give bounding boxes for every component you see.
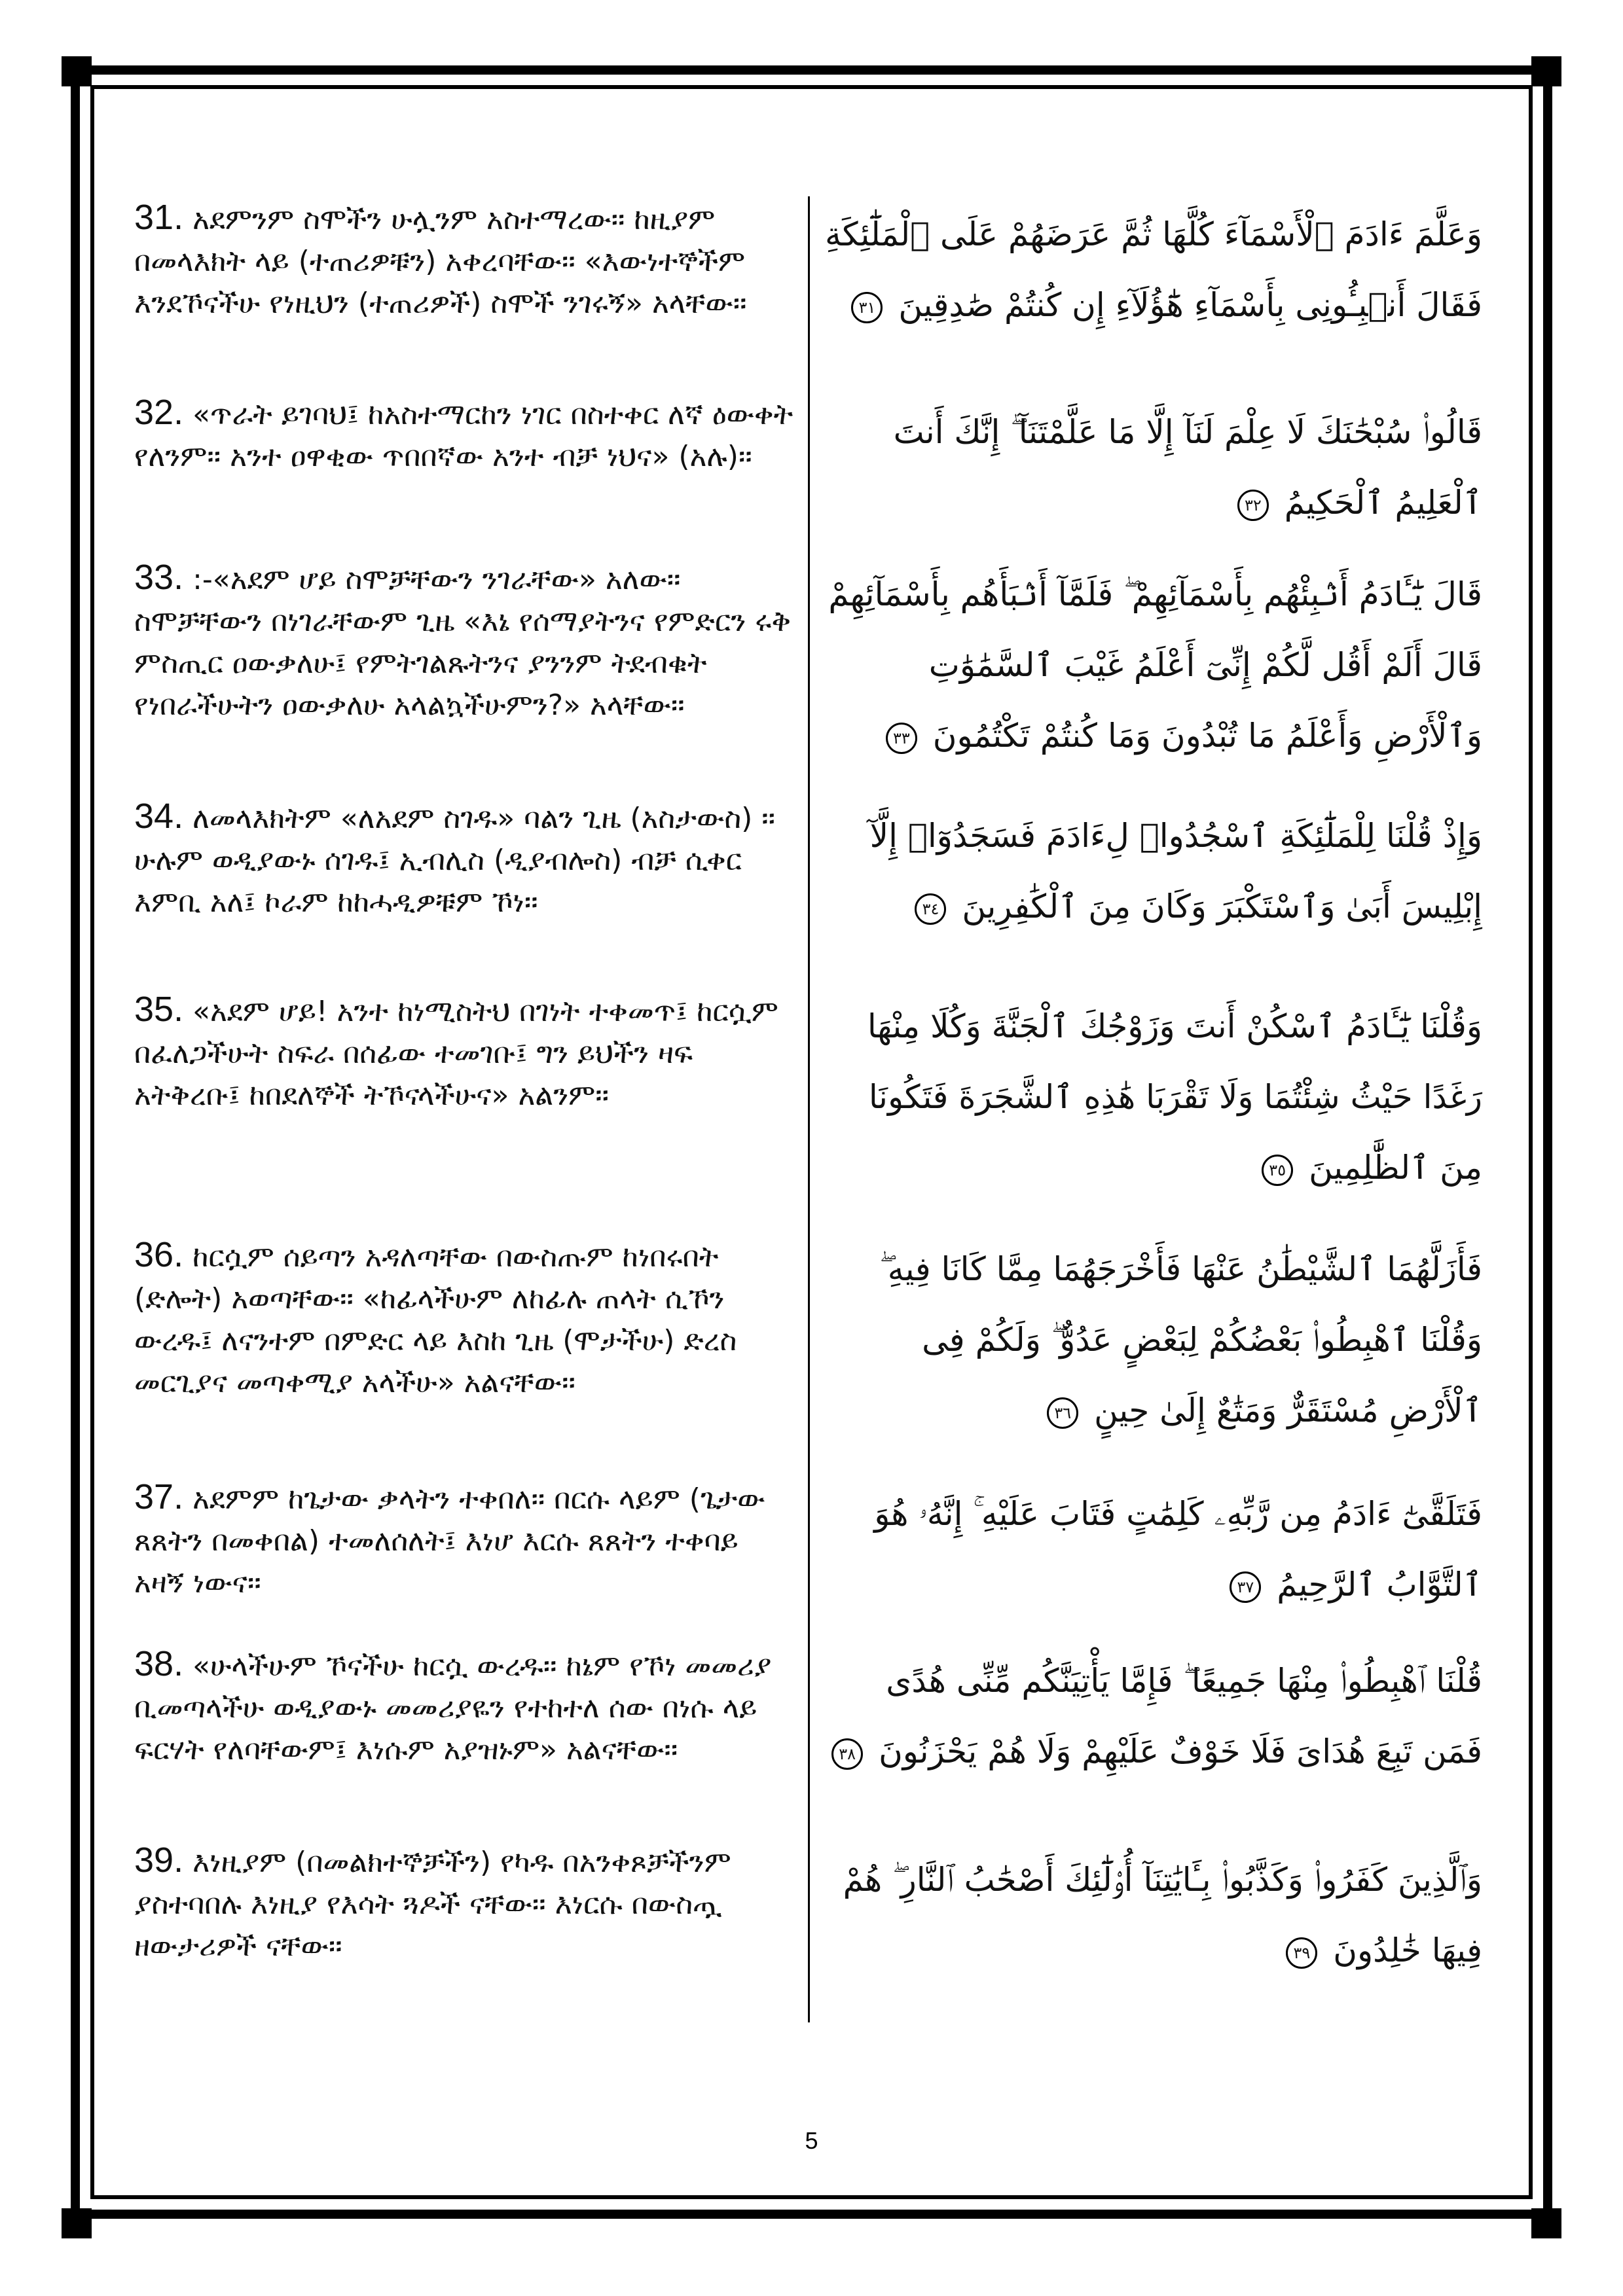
arabic-verse: فَأَزَلَّهُمَا ٱلشَّيْطَٰنُ عَنْهَا فَأَخْرَجَهُمَا مِمَّا كَانَا فِيهِ ۖ وَقُلْنَا ٱهْبِطُوا۟ بَعْضُكُمْ لِبَعْضٍ عَدُوٌّ ۖ وَلَكُمْ فِى ٱلْأَرْضِ مُسْتَقَرٌّ وَمَتَٰعٌ إِلَىٰ حِينٍ ٣٦ xyxy=(879,1250,1482,1429)
verse-number: 37. xyxy=(134,1477,184,1516)
verse-number: 38. xyxy=(134,1644,184,1683)
ayah-number-mark: ٣٨ xyxy=(831,1738,863,1770)
ayah-number-mark: ٣٢ xyxy=(1237,490,1269,521)
ayah-number-mark: ٣٦ xyxy=(1047,1397,1078,1429)
border-corner-bottom-right xyxy=(1531,2208,1561,2238)
arabic-verse: فَتَلَقَّىٰٓ ءَادَمُ مِن رَّبِّهِۦ كَلِمَٰتٍ فَتَابَ عَلَيْهِ ۚ إِنَّهُۥ هُوَ ٱلتَّوَّابُ ٱلرَّحِيمُ ٣٧ xyxy=(874,1495,1482,1604)
amharic-translation: 37. አደምም ከጌታው ቃላትን ተቀበለ፡፡ በርሱ ላይም (ጌታው ጸጸትን በመቀበል) ተመለሰለት፤ እነሆ እርሱ ጸጸትን ተቀባይ አዛኝ ነውና፡፡ xyxy=(134,1477,765,1600)
amharic-translation: 31. አደምንም ስሞችን ሁሏንም አስተማረው፡፡ ከዚያም በመላእክት ላይ (ተጠሪዎቹን) አቀረባቸው፡፡ «እውነተኞችም እንደኾናችሁ የነዚህን (ተጠሪዎች) ስሞች ንገሩኝ» አላቸው፡፡ xyxy=(134,198,747,320)
arabic-verse: وَقُلْنَا يَٰٓـَٔادَمُ ٱسْكُنْ أَنتَ وَزَوْجُكَ ٱلْجَنَّةَ وَكُلَا مِنْهَا رَغَدًا حَيْثُ شِئْتُمَا وَلَا تَقْرَبَا هَٰذِهِ ٱلشَّجَرَةَ فَتَكُونَا مِنَ ٱلظَّٰلِمِينَ ٣٥ xyxy=(867,1007,1482,1187)
ayah-number-mark: ٣٩ xyxy=(1286,1937,1317,1969)
arabic-verse: وَإِذْ قُلْنَا لِلْمَلَٰٓئِكَةِ ٱسْجُدُوا۟ لِءَادَمَ فَسَجَدُوٓا۟ إِلَّآ إِبْلِيسَ أَبَىٰ وَٱسْتَكْبَرَ وَكَانَ مِنَ ٱلْكَٰفِرِينَ ٣٤ xyxy=(869,817,1482,925)
ayah-number-mark: ٣٣ xyxy=(886,723,917,754)
arabic-verse: قَالَ يَٰٓـَٔادَمُ أَنۢبِئْهُم بِأَسْمَآئِهِمْ ۖ فَلَمَّآ أَنۢبَأَهُم بِأَسْمَآئِهِمْ قَالَ أَلَمْ أَقُل لَّكُمْ إِنِّىٓ أَعْلَمُ غَيْبَ ٱلسَّمَٰوَٰتِ وَٱلْأَرْضِ وَأَعْلَمُ مَا تُبْدُونَ وَمَا كُنتُمْ تَكْتُمُونَ ٣٣ xyxy=(828,575,1482,755)
amharic-translation: 35. «አደም ሆይ! አንተ ከነሚስትህ በገነት ተቀመጥ፤ ከርሷም በፈለጋችሁት ስፍራ በሰፊው ተመገቡ፤ ግን ይህችን ዛፍ አትቅረቡ፤ ከበደለኞች ትኾናላችሁና» አልንም፡፡ xyxy=(134,990,778,1112)
amharic-translation: 39. እነዚያም (በመልክተኞቻችን) የካዱ በአንቀጾቻችንም ያስተባበሉ እነዚያ የእሳት ጓዶች ናቸው፡፡ እነርሱ በውስጧ ዘውታሪዎች ናቸው፡፡ xyxy=(134,1840,731,1963)
ayah-number-mark: ٣١ xyxy=(851,292,883,323)
ayah-number-mark: ٣٤ xyxy=(915,893,946,925)
amharic-translation: 38. «ሁላችሁም ኾናችሁ ከርሷ ውረዱ፡፡ ከኔም የኾነ መመሪያ ቢመጣላችሁ ወዲያውኑ መመሪያዬን የተከተለ ሰው በነሱ ላይ ፍርሃት የለባቸውም፤ እነሱም አያዝኑም» አልናቸው፡፡ xyxy=(134,1644,772,1767)
border-corner-bottom-left xyxy=(62,2208,92,2238)
page-number: 5 xyxy=(805,2127,818,2154)
arabic-verse: قُلْنَا ٱهْبِطُوا۟ مِنْهَا جَمِيعًا ۖ فَإِمَّا يَأْتِيَنَّكُم مِّنِّى هُدًى فَمَن تَبِعَ هُدَاىَ فَلَا خَوْفٌ عَلَيْهِمْ وَلَا هُمْ يَحْزَنُونَ ٣٨ xyxy=(821,1645,1482,1787)
arabic-verse: وَعَلَّمَ ءَادَمَ ٱلْأَسْمَآءَ كُلَّهَا ثُمَّ عَرَضَهُمْ عَلَى ٱلْمَلَٰٓئِكَةِ فَقَالَ أَنۢبِـُٔونِى بِأَسْمَآءِ هَٰٓؤُلَآءِ إِن كُنتُمْ صَٰدِقِينَ ٣١ xyxy=(824,215,1482,324)
column-divider xyxy=(808,196,810,2022)
amharic-translation: 32. «ጥራት ይገባህ፤ ከአስተማርከን ነገር በስተቀር ለኛ ዕውቀት የለንም፡፡ አንተ ዐዋቂው ጥበበኛው አንተ ብቻ ነህና» (አሉ)፡፡ xyxy=(134,393,793,473)
amharic-translation: 34. ለመላእክትም «ለአደም ስገዱ» ባልን ጊዜ (አስታውስ) ፡፡ ሁሉም ወዲያውኑ ሰገዱ፤ ኢብሊስ (ዲያብሎስ) ብቻ ሲቀር እምቢ አለ፤ ኮራም ከከሓዲዎቹም ኾነ፡፡ xyxy=(134,797,776,919)
ayah-number-mark: ٣٥ xyxy=(1262,1155,1293,1186)
amharic-translation: 33. :-«አደም ሆይ ስሞቻቸውን ንገራቸው» አለው፡፡ ስሞቻቸውን በነገራቸውም ጊዜ «እኔ የሰማያትንና የምድርን ሩቅ ምስጢር ዐውቃለሁ፤ የምትገልጹትንና ያንንም ትደብቁት የነበራችሁትን ዐውቃለሁ አላልኳችሁምን?» አላቸው፡፡ xyxy=(134,558,791,722)
verse-number: 34. xyxy=(134,797,184,836)
arabic-verse: قَالُوا۟ سُبْحَٰنَكَ لَا عِلْمَ لَنَآ إِلَّا مَا عَلَّمْتَنَآ ۖ إِنَّكَ أَنتَ ٱلْعَلِيمُ ٱلْحَكِيمُ ٣٢ xyxy=(893,413,1482,522)
border-corner-top-right xyxy=(1531,56,1561,86)
verse-number: 31. xyxy=(134,198,184,237)
verse-number: 39. xyxy=(134,1840,184,1880)
verse-number: 32. xyxy=(134,393,184,432)
border-corner-top-left xyxy=(62,56,92,86)
amharic-translation: 36. ከርሷም ሰይጣን አዳለጣቸው በውስጡም ከነበሩበት (ድሎት) አወጣቸው፡፡ «ከፊላችሁም ለከፊሉ ጠላት ሲኾን ውረዱ፤ ለናንተም በምድር ላይ እስከ ጊዜ (ሞታችሁ) ድረስ መርጊያና መጣቀሚያ አላችሁ» አልናቸው፡፡ xyxy=(134,1235,737,1399)
verse-number: 35. xyxy=(134,990,184,1029)
verse-number: 36. xyxy=(134,1235,184,1274)
arabic-verse: وَٱلَّذِينَ كَفَرُوا۟ وَكَذَّبُوا۟ بِـَٔايَٰتِنَآ أُو۟لَٰٓئِكَ أَصْحَٰبُ ٱلنَّارِ ۖ هُمْ فِيهَا خَٰلِدُونَ ٣٩ xyxy=(843,1861,1482,1969)
verse-number: 33. xyxy=(134,558,184,597)
ayah-number-mark: ٣٧ xyxy=(1230,1571,1261,1603)
